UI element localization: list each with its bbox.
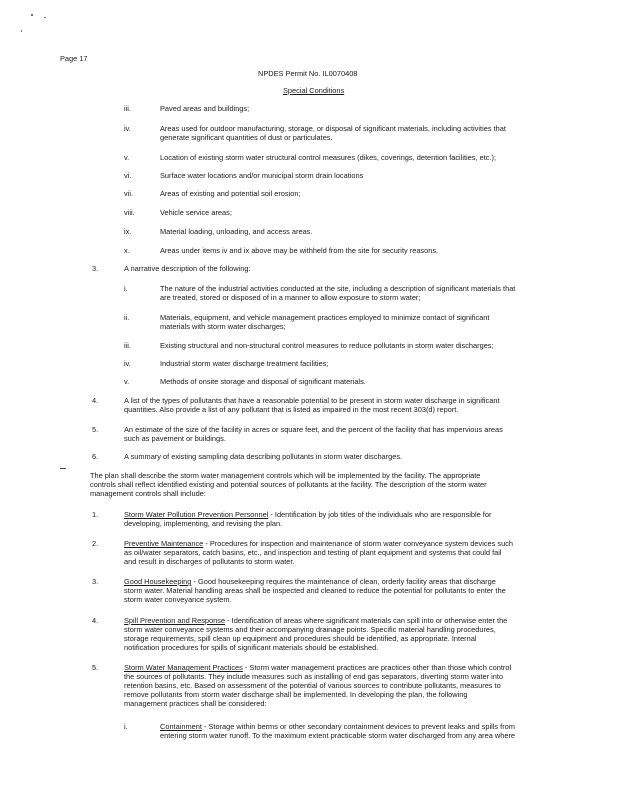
containment-text: - Storage within berms or other secondary containment devices to prevent leaks and spills from [201, 722, 515, 731]
section-title: Special Conditions [283, 86, 345, 95]
list-item-number: vii. [124, 189, 134, 198]
control-heading: Storm Water Management Practices [124, 663, 243, 672]
list-item-text: Areas of existing and potential soil erosion; [160, 189, 301, 198]
list-item-text: Areas used for outdoor manufacturing, storage, or disposal of significant materials, including activities that [160, 124, 506, 133]
controls-intro-line: The plan shall describe the storm water management controls which will be implemented by the facility. The appropriate [90, 471, 481, 480]
sub-item-text-continued: materials with storm water discharges; [160, 322, 286, 331]
control-line: notification procedures for spills of significant materials should be established. [124, 643, 379, 652]
list-item-number: iii. [124, 104, 131, 113]
item-text-continued: quantities. Also provide a list of any pollutant that is listed as impaired in the most recent 303(d) report. [124, 405, 459, 414]
control-heading: Preventive Maintenance [124, 539, 204, 548]
list-item-number: vi. [124, 171, 132, 180]
control-number: 4. [92, 616, 99, 625]
control-line: storm water. Material handling areas shall be inspected and cleaned to reduce the potential for pollutants to enter the [124, 586, 506, 595]
list-item-number: v. [124, 153, 130, 162]
control-line: the sources of pollutants. They include measures such as installing of end gas separators, diverting storm water into [124, 672, 504, 681]
scan-speck [21, 30, 22, 32]
item-text: A list of the types of pollutants that have a reasonable potential to be present in storm water discharge in significant [124, 396, 500, 405]
control-line: and result in discharges of pollutants to storm water. [124, 557, 295, 566]
containment-line [160, 722, 515, 731]
sub-item-number: i. [124, 284, 128, 293]
control-line: as oil/water separators, catch basins, etc., and inspection and testing of plant equipment and systems that could fail [124, 548, 502, 557]
sub-item-text: Methods of onsite storage and disposal of significant materials. [160, 377, 366, 386]
list-item-number: viii. [124, 208, 135, 217]
control-line: developing, implementing, and revising the plan. [124, 519, 283, 528]
item-text: An estimate of the size of the facility in acres or square feet, and the percent of the facility that has impervious areas [124, 425, 503, 434]
control-line [124, 577, 496, 586]
list-item-text: Areas under items iv and ix above may be withheld from the site for security reasons. [160, 246, 439, 255]
containment-heading: Containment [160, 722, 202, 731]
control-line [124, 510, 491, 519]
control-number: 1. [92, 510, 99, 519]
permit-title: NPDES Permit No. IL0070408 [258, 69, 358, 78]
control-heading: Storm Water Pollution Prevention Personnel [124, 510, 269, 519]
sub-item-text: Existing structural and non-structural control measures to reduce pollutants in storm water discharges; [160, 341, 494, 350]
control-line: management practices shall be considered: [124, 699, 267, 708]
control-line: retention basins, etc. Based on assessment of the potential of various sources to contribute pollutants, measures to [124, 681, 501, 690]
sub-item-number: v. [124, 377, 130, 386]
controls-intro-line: controls shall reflect identified existing and potential sources of pollutants at the facility. The description of the storm water [90, 480, 487, 489]
control-line: storm water conveyance systems and their accompanying drainage points. Specific material handling procedures, [124, 625, 496, 634]
control-text: - Good housekeeping requires the maintenance of clean, orderly facility areas that discharge [191, 577, 496, 586]
list-item-number: iv. [124, 124, 131, 133]
control-number: 3. [92, 577, 99, 586]
list-item-number: x. [124, 246, 130, 255]
sub-item-text: The nature of the industrial activities conducted at the site, including a description of significant materials that [160, 284, 516, 293]
control-text: - Procedures for inspection and maintenance of storm water conveyance system devices such [203, 539, 514, 548]
item-number: 6. [92, 452, 99, 461]
list-item-text: Location of existing storm water structural control measures (dikes, coverings, detention facilities, etc.); [160, 153, 497, 162]
controls-intro-line: management controls shall include: [90, 489, 206, 498]
item-text: A summary of existing sampling data describing pollutants in storm water discharges. [124, 452, 403, 461]
control-text: - Storm water management practices are practices other than those which control [242, 663, 512, 672]
list-item-text: Vehicle service areas; [160, 208, 232, 217]
sub-item-number: iv. [124, 359, 131, 368]
list-item-text-continued: generate significant quantities of dust or particulates. [160, 133, 333, 142]
item-text: A narrative description of the following: [124, 264, 251, 273]
control-line: storage requirements, spill clean up equipment and procedures should be identified, as appropriate. Internal [124, 634, 477, 643]
list-item-number: ix. [124, 227, 132, 236]
item-text-continued: such as pavement or buildings. [124, 434, 226, 443]
list-item-text: Material loading, unloading, and access areas. [160, 227, 313, 236]
control-text: - Identification by job titles of the individuals who are responsible for [268, 510, 492, 519]
sub-item-number: i. [124, 722, 128, 731]
page-label: Page 17 [60, 54, 88, 63]
control-heading: Spill Prevention and Response [124, 616, 226, 625]
item-number: 3. [92, 264, 99, 273]
control-line [124, 616, 507, 625]
control-line: remove pollutants from storm water discharge shall be implemented. In developing the plan, the following [124, 690, 468, 699]
sub-item-text: Materials, equipment, and vehicle management practices employed to minimize contact of significant [160, 313, 490, 322]
control-text: - Identification of areas where significant materials can spill into or otherwise enter the [225, 616, 508, 625]
control-line [124, 539, 513, 548]
list-item-text: Paved areas and buildings; [160, 104, 250, 113]
control-number: 2. [92, 539, 99, 548]
sub-item-text: Industrial storm water discharge treatment facilities; [160, 359, 329, 368]
list-item-text: Surface water locations and/or municipal storm drain locations [160, 171, 364, 180]
sub-item-number: ii. [124, 313, 130, 322]
sub-item-text-continued: are treated, stored or disposed of in a manner to allow exposure to storm water; [160, 293, 421, 302]
control-heading: Good Housekeeping [124, 577, 192, 586]
item-number: 5. [92, 425, 99, 434]
sub-item-number: iii. [124, 341, 131, 350]
item-number: 4. [92, 396, 99, 405]
control-line: storm water conveyance system. [124, 595, 232, 604]
scan-speck [60, 468, 66, 469]
scan-speck [44, 17, 46, 18]
containment-line: entering storm water runoff. To the maximum extent practicable storm water discharged from any area where [160, 731, 516, 740]
scan-speck [31, 14, 33, 16]
control-number: 5. [92, 663, 99, 672]
control-line [124, 663, 511, 672]
